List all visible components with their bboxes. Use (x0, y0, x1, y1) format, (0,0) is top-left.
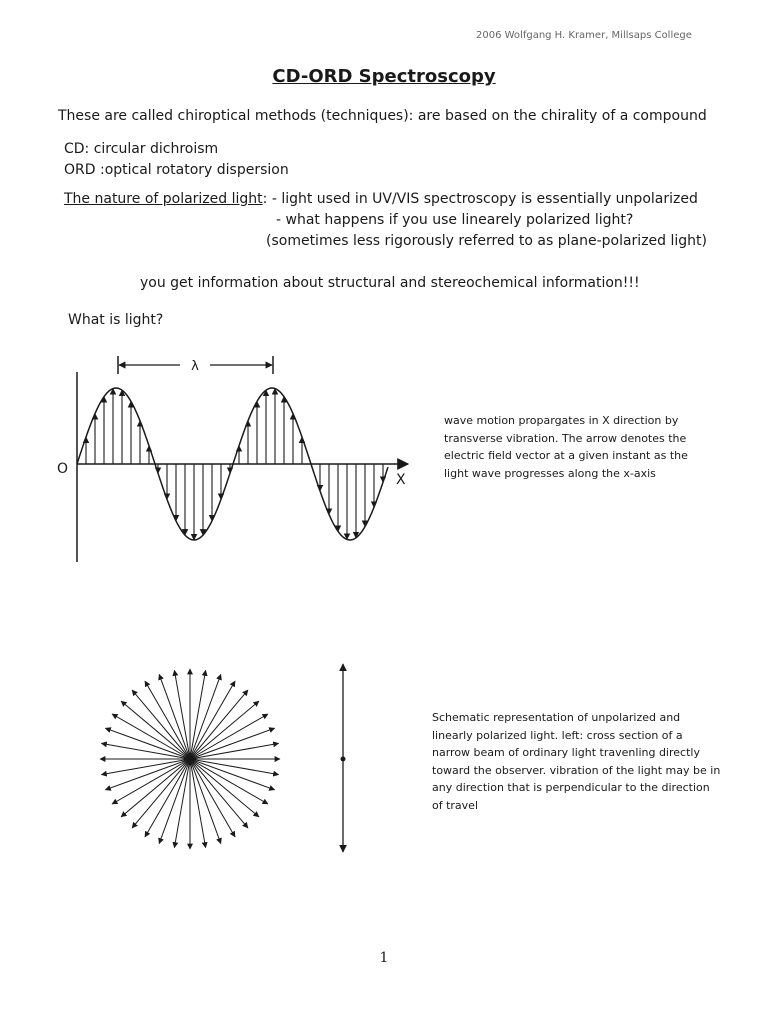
page-title: CD-ORD Spectroscopy (272, 66, 496, 87)
x-axis-label: X (396, 472, 406, 488)
origin-label: O (57, 461, 69, 477)
wavelength-label: λ (191, 359, 199, 374)
definition-cd: CD: circular dichroism (64, 141, 219, 157)
polarized-line-2: - what happens if you use linearely polarized light? (276, 212, 634, 228)
linearly-polarized-center-dot (341, 757, 346, 762)
unpolarized-light-starburst (100, 669, 280, 849)
page-number: 1 (379, 950, 389, 966)
polarization-caption: Schematic representation of unpolarized and linearly polarized light. left: cross section of a narrow beam of ordinary light travenling directly toward the observer. vibration of the light may be in any direction that is perpendicular to the direction of travel (432, 711, 721, 812)
definition-ord: ORD :optical rotatory dispersion (64, 162, 289, 178)
copyright-credit: 2006 Wolfgang H. Kramer, Millsaps College (476, 30, 692, 41)
question-what-is-light: What is light? (68, 312, 164, 328)
polarized-colon: : (262, 191, 268, 207)
polarized-line-3: (sometimes less rigorously referred to as plane-polarized light) (266, 233, 707, 249)
polarized-text-1: - light used in UV/VIS spectroscopy is essentially unpolarized (267, 191, 698, 207)
intro-text: These are called chiroptical methods (techniques): are based on the chirality of a compound (58, 108, 707, 124)
wave-caption: wave motion propargates in X direction by transverse vibration. The arrow denotes the electric field vector at a given instant as the light wave progresses along the x-axis (444, 414, 688, 480)
info-line: you get information about structural and stereochemical information!!! (140, 275, 640, 291)
polarized-heading: The nature of polarized light (64, 191, 263, 207)
